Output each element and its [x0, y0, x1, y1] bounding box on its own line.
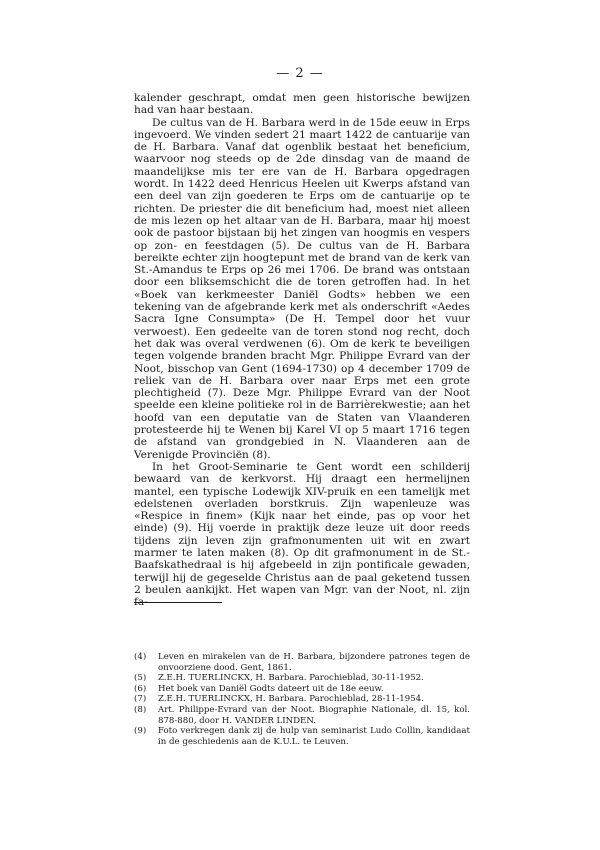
- footnote: [134, 726, 470, 747]
- footnote-divider: [134, 602, 222, 603]
- footnote-text: Het boek van Daniël Godts dateert uit de 18e eeuw.: [158, 683, 384, 694]
- footnote-number: (9): [134, 726, 147, 737]
- page-number: — 2 —: [276, 66, 324, 81]
- footnote-text: Leven en mirakelen van de H. Barbara, bijzondere patrones tegen de onvoorziene dood. Gent, 1861.: [158, 652, 470, 673]
- footnote-number: (6): [134, 683, 147, 694]
- footnote: [134, 705, 470, 726]
- paragraph: De cultus van de H. Barbara werd in de 15de eeuw in Erps ingevoerd. We vinden sedert 21 maart 1422 de cantuarije van de H. Barbara. Vanaf dat ogenblik bestaat het beneficium, waarvoor nog steeds op de 2de dinsdag van de maand de maandelijkse mis ter ere van de H. Barbara opgedragen wordt. In 1422 deed Henricus Heelen uit Kwerps afstand van een deel van zijn goederen te Erps om de cantuarije op te richten. De priester die dit beneficium had, moest niet alleen de mis lezen op het altaar van de H. Barbara, maar hij moest ook de pastoor bijstaan bij het zingen van hoogmis en vespers op zon- en feestdagen (5). De cultus van de H. Barbara bereikte echter zijn hoogtepunt met de brand van de kerk van St.-Amandus te Erps op 26 mei 1706. De brand was ontstaan door een bliksemschicht die de toren getroffen had. In het «Boek van kerkmeester Daniël Godts» hebben we een tekening van de afgebrande kerk met als onderschrift «Aedes Sacra Igne Consumpta» (De H. Tempel door het vuur verwoest). Een gedeelte van de toren stond nog recht, doch het dak was overal verdwenen (6). Om de kerk te beveiligen tegen volgende branden bracht Mgr. Philippe Evrard van der Noot, bisschop van Gent (1694-1730) op 4 december 1709 de reliek van de H. Barbara over naar Erps met een grote plechtigheid (7). Deze Mgr. Philippe Evrard van der Noot speelde een kleine politieke rol in de Barrièrekwestie; aan het hoofd van een deputatie van de Staten van Vlaanderen protesteerde hij te Wenen bij Karel VI op 5 maart 1716 tegen de afstand van grondgebied in N. Vlaanderen aan de Verenigde Provinciën (8).: [134, 116, 470, 461]
- footnote: [134, 684, 470, 695]
- footnote-text: Z.E.H. TUERLINCKX, H. Barbara. Parochieblad, 30-11-1952.: [158, 673, 424, 684]
- footnote-number: (7): [134, 694, 147, 705]
- paragraph: In het Groot-Seminarie te Gent wordt een schilderij bewaard van de kerkvorst. Hij draagt een hermelijnen mantel, een typische Lodewijk XIV-pruik en een tamelijk met edelstenen overladen borstkruis. Zijn wapenleuze was «Respice in finem» (Kijk naar het einde, pas op voor het einde) (9). Hij voerde in praktijk deze leuze uit door reeds tijdens zijn leven zijn grafmonumenten uit wit en zwart marmer te laten maken (8). Op dit grafmonument in de St.-Baafskathedraal is hij afgebeeld in zijn pontificale gewaden, terwijl hij de gegeselde Christus aan de paal geketend tussen 2 beulen aankijkt. Het wapen van Mgr. van der Noot, nl. zijn fa-: [134, 460, 470, 609]
- footnote-text: Foto verkregen dank zij de hulp van seminarist Ludo Collin, kandidaat in de geschiedenis aan de K.U.L. te Leuven.: [158, 726, 470, 747]
- footnote: [134, 694, 470, 705]
- paragraph: kalender geschrapt, omdat men geen historische bewijzen had van haar bestaan.: [134, 92, 470, 117]
- body-text: [134, 92, 470, 608]
- footnote-text: Z.E.H. TUERLINCKX, H. Barbara. Parochieblad, 28-11-1954.: [158, 694, 424, 705]
- footnote-number: (4): [134, 652, 147, 662]
- footnotes: [134, 652, 470, 747]
- footnote: [134, 652, 470, 673]
- footnote-number: (5): [134, 673, 147, 684]
- footnote-number: (8): [134, 704, 147, 715]
- footnote: [134, 673, 470, 684]
- footnote-text: Art. Philippe-Evrard van der Noot. Biographie Nationale, dl. 15, kol. 878-880, door H. VANDER LINDEN.: [158, 704, 470, 726]
